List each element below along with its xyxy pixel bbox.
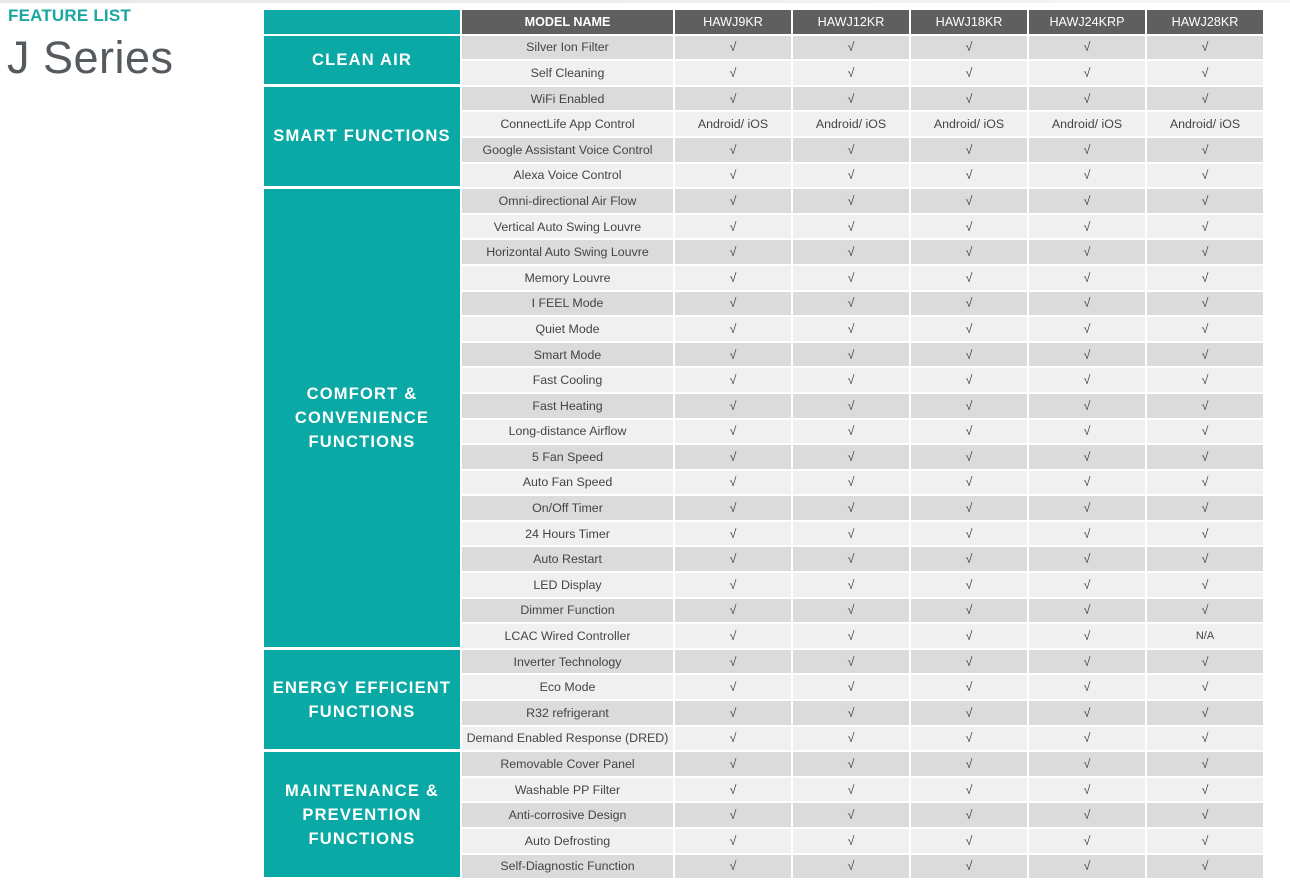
- feature-value-cell: √: [1147, 701, 1265, 727]
- feature-value-cell: √: [675, 599, 793, 625]
- feature-value-cell: √: [911, 215, 1029, 241]
- feature-name-cell: Self Cleaning: [462, 61, 675, 87]
- model-header: HAWJ28KR: [1147, 10, 1265, 36]
- feature-value-cell: √: [793, 266, 911, 292]
- feature-value-cell: √: [1147, 343, 1265, 369]
- feature-value-cell: √: [675, 650, 793, 676]
- feature-name-cell: Google Assistant Voice Control: [462, 138, 675, 164]
- feature-name-cell: Washable PP Filter: [462, 778, 675, 804]
- feature-name-cell: Fast Cooling: [462, 368, 675, 394]
- feature-value-cell: √: [793, 547, 911, 573]
- feature-value-cell: √: [675, 61, 793, 87]
- feature-value-cell: √: [1147, 855, 1265, 880]
- feature-value-cell: √: [793, 599, 911, 625]
- feature-value-cell: √: [675, 855, 793, 880]
- feature-value-cell: √: [1029, 752, 1147, 778]
- feature-name-cell: Fast Heating: [462, 394, 675, 420]
- table-row: [264, 87, 1265, 113]
- feature-value-cell: √: [1029, 292, 1147, 318]
- feature-value-cell: √: [675, 420, 793, 446]
- feature-value-cell: √: [793, 522, 911, 548]
- feature-value-cell: √: [675, 189, 793, 215]
- feature-value-cell: √: [1029, 138, 1147, 164]
- feature-value-cell: √: [1029, 215, 1147, 241]
- feature-value-cell: √: [1029, 701, 1147, 727]
- feature-value-cell: √: [675, 394, 793, 420]
- feature-value-cell: √: [793, 650, 911, 676]
- feature-value-cell: Android/ iOS: [1029, 112, 1147, 138]
- feature-value-cell: √: [911, 599, 1029, 625]
- feature-value-cell: √: [1029, 650, 1147, 676]
- feature-value-cell: √: [675, 752, 793, 778]
- feature-value-cell: √: [1147, 650, 1265, 676]
- feature-value-cell: √: [1147, 420, 1265, 446]
- feature-value-cell: √: [1029, 189, 1147, 215]
- feature-value-cell: √: [793, 573, 911, 599]
- feature-value-cell: √: [793, 624, 911, 650]
- feature-value-cell: √: [1029, 471, 1147, 497]
- feature-name-cell: Dimmer Function: [462, 599, 675, 625]
- header-blank-cell: [264, 10, 462, 36]
- feature-value-cell: √: [675, 343, 793, 369]
- feature-value-cell: √: [1147, 266, 1265, 292]
- feature-value-cell: √: [1029, 164, 1147, 190]
- feature-name-cell: Removable Cover Panel: [462, 752, 675, 778]
- feature-value-cell: √: [1147, 829, 1265, 855]
- feature-value-cell: √: [675, 292, 793, 318]
- feature-value-cell: √: [675, 36, 793, 62]
- feature-value-cell: √: [675, 496, 793, 522]
- model-header: HAWJ12KR: [793, 10, 911, 36]
- feature-value-cell: √: [911, 778, 1029, 804]
- feature-value-cell: √: [793, 292, 911, 318]
- feature-name-cell: Self-Diagnostic Function: [462, 855, 675, 880]
- feature-value-cell: √: [1147, 61, 1265, 87]
- feature-name-cell: Horizontal Auto Swing Louvre: [462, 240, 675, 266]
- feature-value-cell: √: [1029, 368, 1147, 394]
- feature-name-cell: Long-distance Airflow: [462, 420, 675, 446]
- feature-value-cell: √: [1029, 778, 1147, 804]
- table-body: [264, 36, 1265, 880]
- feature-value-cell: √: [911, 727, 1029, 753]
- feature-value-cell: √: [1029, 547, 1147, 573]
- feature-value-cell: √: [1029, 317, 1147, 343]
- feature-value-cell: √: [911, 675, 1029, 701]
- feature-value-cell: √: [1147, 803, 1265, 829]
- section-label: FEATURE LIST: [8, 6, 131, 25]
- feature-name-cell: LCAC Wired Controller: [462, 624, 675, 650]
- feature-value-cell: √: [675, 164, 793, 190]
- feature-value-cell: √: [793, 829, 911, 855]
- feature-name-cell: ConnectLife App Control: [462, 112, 675, 138]
- feature-value-cell: √: [793, 394, 911, 420]
- feature-value-cell: √: [1029, 61, 1147, 87]
- feature-value-cell: √: [1029, 343, 1147, 369]
- feature-value-cell: √: [793, 138, 911, 164]
- feature-name-cell: Inverter Technology: [462, 650, 675, 676]
- feature-value-cell: Android/ iOS: [911, 112, 1029, 138]
- feature-value-cell: √: [911, 829, 1029, 855]
- feature-value-cell: √: [1147, 496, 1265, 522]
- feature-value-cell: √: [793, 701, 911, 727]
- feature-value-cell: √: [911, 292, 1029, 318]
- feature-value-cell: √: [1147, 778, 1265, 804]
- feature-value-cell: √: [1029, 803, 1147, 829]
- feature-name-cell: On/Off Timer: [462, 496, 675, 522]
- feature-name-cell: Auto Fan Speed: [462, 471, 675, 497]
- feature-value-cell: √: [675, 547, 793, 573]
- feature-value-cell: √: [675, 445, 793, 471]
- feature-value-cell: √: [1147, 189, 1265, 215]
- feature-value-cell: √: [1029, 240, 1147, 266]
- feature-value-cell: √: [911, 445, 1029, 471]
- feature-value-cell: √: [911, 855, 1029, 880]
- feature-value-cell: √: [911, 650, 1029, 676]
- category-cell: MAINTENANCE & PREVENTION FUNCTIONS: [264, 752, 462, 880]
- feature-value-cell: √: [911, 240, 1029, 266]
- feature-value-cell: √: [911, 803, 1029, 829]
- feature-value-cell: N/A: [1147, 624, 1265, 650]
- feature-value-cell: √: [1029, 445, 1147, 471]
- feature-value-cell: √: [1147, 240, 1265, 266]
- feature-value-cell: √: [793, 445, 911, 471]
- feature-value-cell: √: [675, 138, 793, 164]
- feature-value-cell: √: [911, 573, 1029, 599]
- category-cell: SMART FUNCTIONS: [264, 87, 462, 189]
- feature-value-cell: √: [911, 343, 1029, 369]
- feature-value-cell: √: [1029, 496, 1147, 522]
- feature-name-cell: Quiet Mode: [462, 317, 675, 343]
- feature-name-cell: Eco Mode: [462, 675, 675, 701]
- feature-value-cell: √: [793, 496, 911, 522]
- feature-value-cell: √: [793, 343, 911, 369]
- feature-value-cell: √: [1029, 420, 1147, 446]
- feature-value-cell: √: [675, 573, 793, 599]
- model-header: HAWJ18KR: [911, 10, 1029, 36]
- top-divider: [0, 0, 1290, 3]
- feature-value-cell: √: [1147, 752, 1265, 778]
- feature-value-cell: √: [675, 829, 793, 855]
- table-row: [264, 36, 1265, 62]
- feature-name-cell: WiFi Enabled: [462, 87, 675, 113]
- feature-value-cell: √: [675, 368, 793, 394]
- category-cell: COMFORT & CONVENIENCE FUNCTIONS: [264, 189, 462, 650]
- feature-value-cell: √: [1147, 394, 1265, 420]
- feature-value-cell: √: [911, 61, 1029, 87]
- feature-value-cell: √: [911, 36, 1029, 62]
- feature-name-cell: 5 Fan Speed: [462, 445, 675, 471]
- feature-value-cell: √: [675, 727, 793, 753]
- category-cell: CLEAN AIR: [264, 36, 462, 87]
- feature-value-cell: √: [1147, 471, 1265, 497]
- feature-value-cell: √: [911, 87, 1029, 113]
- feature-value-cell: √: [675, 778, 793, 804]
- feature-value-cell: √: [675, 215, 793, 241]
- feature-name-cell: Anti-corrosive Design: [462, 803, 675, 829]
- feature-name-cell: Smart Mode: [462, 343, 675, 369]
- feature-value-cell: √: [793, 87, 911, 113]
- feature-value-cell: √: [911, 420, 1029, 446]
- feature-value-cell: √: [1147, 36, 1265, 62]
- feature-value-cell: √: [675, 317, 793, 343]
- feature-value-cell: √: [793, 803, 911, 829]
- feature-value-cell: √: [675, 87, 793, 113]
- feature-value-cell: √: [1147, 292, 1265, 318]
- feature-value-cell: √: [1029, 624, 1147, 650]
- feature-value-cell: √: [911, 317, 1029, 343]
- feature-value-cell: √: [911, 624, 1029, 650]
- model-header: HAWJ24KRP: [1029, 10, 1147, 36]
- feature-value-cell: √: [1147, 445, 1265, 471]
- table-row: [264, 189, 1265, 215]
- feature-value-cell: √: [793, 317, 911, 343]
- feature-value-cell: √: [1029, 573, 1147, 599]
- feature-name-cell: Alexa Voice Control: [462, 164, 675, 190]
- feature-value-cell: √: [793, 727, 911, 753]
- feature-value-cell: √: [1147, 573, 1265, 599]
- feature-value-cell: √: [1147, 87, 1265, 113]
- feature-value-cell: √: [1029, 855, 1147, 880]
- feature-value-cell: Android/ iOS: [793, 112, 911, 138]
- feature-value-cell: √: [1029, 266, 1147, 292]
- feature-value-cell: Android/ iOS: [675, 112, 793, 138]
- feature-value-cell: √: [1029, 727, 1147, 753]
- feature-value-cell: √: [793, 675, 911, 701]
- feature-value-cell: √: [911, 394, 1029, 420]
- feature-value-cell: √: [911, 547, 1029, 573]
- feature-value-cell: √: [911, 164, 1029, 190]
- feature-value-cell: √: [793, 215, 911, 241]
- feature-value-cell: √: [793, 240, 911, 266]
- feature-name-cell: Memory Louvre: [462, 266, 675, 292]
- feature-name-cell: Omni-directional Air Flow: [462, 189, 675, 215]
- feature-name-cell: R32 refrigerant: [462, 701, 675, 727]
- feature-value-cell: √: [1029, 87, 1147, 113]
- feature-name-cell: Silver Ion Filter: [462, 36, 675, 62]
- model-header: HAWJ9KR: [675, 10, 793, 36]
- category-cell: ENERGY EFFICIENT FUNCTIONS: [264, 650, 462, 752]
- feature-value-cell: √: [793, 420, 911, 446]
- feature-value-cell: √: [793, 752, 911, 778]
- feature-value-cell: √: [911, 522, 1029, 548]
- feature-value-cell: √: [911, 266, 1029, 292]
- feature-value-cell: √: [793, 36, 911, 62]
- feature-value-cell: √: [1147, 138, 1265, 164]
- feature-name-cell: I FEEL Mode: [462, 292, 675, 318]
- feature-value-cell: √: [911, 189, 1029, 215]
- feature-name-cell: Auto Defrosting: [462, 829, 675, 855]
- page-title: J Series: [7, 32, 174, 83]
- feature-value-cell: √: [793, 778, 911, 804]
- feature-value-cell: √: [675, 240, 793, 266]
- feature-value-cell: √: [1029, 675, 1147, 701]
- feature-value-cell: √: [1029, 36, 1147, 62]
- feature-value-cell: √: [1029, 599, 1147, 625]
- feature-name-cell: LED Display: [462, 573, 675, 599]
- feature-value-cell: √: [675, 471, 793, 497]
- feature-name-cell: Vertical Auto Swing Louvre: [462, 215, 675, 241]
- feature-table: [264, 10, 1265, 880]
- feature-value-cell: √: [1147, 164, 1265, 190]
- feature-value-cell: √: [1147, 215, 1265, 241]
- feature-value-cell: √: [793, 471, 911, 497]
- model-name-header: MODEL NAME: [462, 10, 675, 36]
- feature-value-cell: √: [911, 496, 1029, 522]
- feature-value-cell: √: [1147, 522, 1265, 548]
- feature-name-cell: 24 Hours Timer: [462, 522, 675, 548]
- feature-value-cell: √: [1029, 394, 1147, 420]
- feature-value-cell: √: [911, 701, 1029, 727]
- feature-value-cell: √: [1029, 522, 1147, 548]
- table-row: [264, 650, 1265, 676]
- feature-value-cell: Android/ iOS: [1147, 112, 1265, 138]
- feature-value-cell: √: [793, 61, 911, 87]
- feature-value-cell: √: [793, 189, 911, 215]
- feature-value-cell: √: [793, 368, 911, 394]
- feature-value-cell: √: [1147, 317, 1265, 343]
- feature-value-cell: √: [911, 368, 1029, 394]
- feature-value-cell: √: [1147, 599, 1265, 625]
- feature-value-cell: √: [675, 803, 793, 829]
- feature-value-cell: √: [793, 164, 911, 190]
- feature-value-cell: √: [675, 675, 793, 701]
- feature-value-cell: √: [675, 624, 793, 650]
- feature-value-cell: √: [675, 522, 793, 548]
- feature-value-cell: √: [1147, 675, 1265, 701]
- feature-value-cell: √: [675, 701, 793, 727]
- feature-value-cell: √: [911, 138, 1029, 164]
- feature-value-cell: √: [1029, 829, 1147, 855]
- feature-value-cell: √: [1147, 547, 1265, 573]
- feature-value-cell: √: [911, 471, 1029, 497]
- feature-value-cell: √: [1147, 727, 1265, 753]
- table-header-row: [264, 10, 1265, 36]
- feature-value-cell: √: [675, 266, 793, 292]
- feature-name-cell: Auto Restart: [462, 547, 675, 573]
- feature-value-cell: √: [1147, 368, 1265, 394]
- feature-name-cell: Demand Enabled Response (DRED): [462, 727, 675, 753]
- table-row: [264, 752, 1265, 778]
- feature-value-cell: √: [793, 855, 911, 880]
- feature-value-cell: √: [911, 752, 1029, 778]
